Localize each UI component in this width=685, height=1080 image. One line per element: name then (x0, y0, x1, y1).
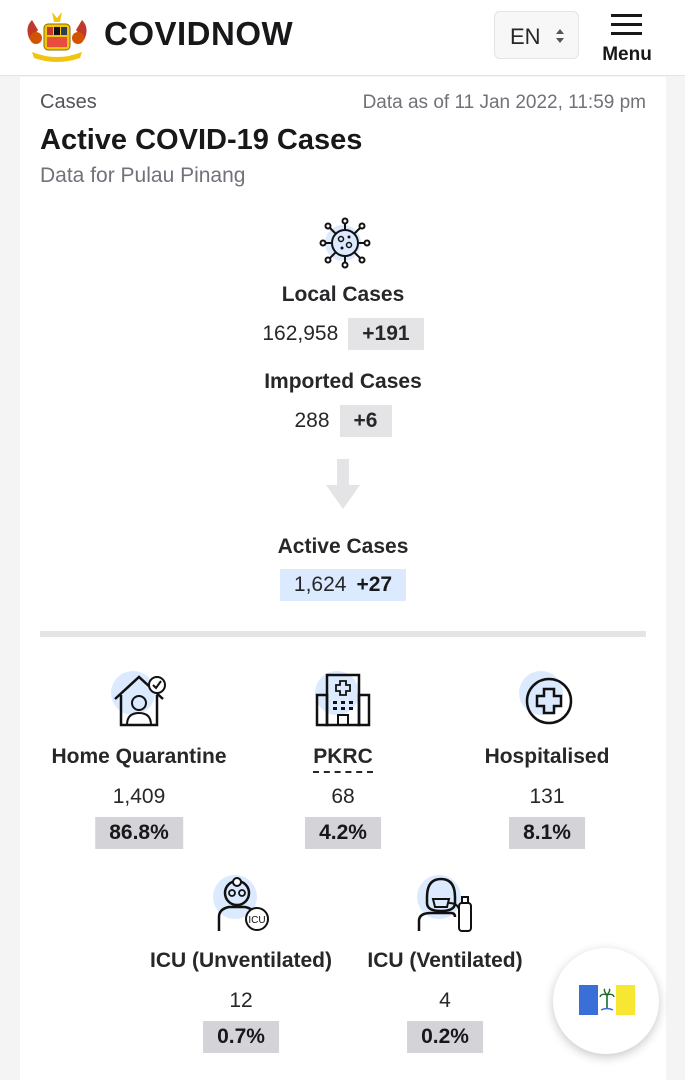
active-cases-value: 1,624 (293, 573, 347, 596)
active-cases-card (20, 77, 666, 1080)
arrow-down-icon (324, 459, 362, 511)
hamburger-icon (611, 14, 642, 36)
ventilator-patient-icon (415, 873, 475, 933)
updown-caret-icon (555, 26, 565, 46)
imported-cases-delta: +6 (340, 405, 392, 437)
local-cases-value: 162,958 (262, 322, 339, 345)
state-subtitle: Data for Pulau Pinang (40, 164, 246, 187)
section-label: Cases (40, 91, 97, 113)
coat-of-arms-logo[interactable] (22, 10, 92, 62)
virus-icon (315, 215, 371, 271)
active-cases-highlight (280, 569, 406, 601)
metric-value: 1,409 (112, 785, 166, 808)
metric-value: 68 (331, 785, 355, 808)
page-title: Active COVID-19 Cases (40, 124, 363, 156)
local-cases-delta: +191 (348, 318, 423, 350)
menu-button[interactable] (595, 10, 659, 68)
imported-cases-row (20, 405, 666, 437)
language-value: EN (510, 24, 541, 49)
active-cases-row (20, 569, 666, 601)
medical-cross-icon (517, 669, 577, 729)
state-switcher-button[interactable] (553, 948, 659, 1054)
active-cases-delta: +27 (356, 573, 393, 596)
metric-value: 4 (439, 989, 451, 1012)
metric-value: 131 (529, 785, 565, 808)
menu-label: Menu (602, 44, 652, 65)
local-cases-row (20, 318, 666, 350)
metric-label: Hospitalised (484, 745, 610, 768)
metric-label[interactable]: PKRC (313, 745, 373, 773)
metric-value: 12 (229, 989, 253, 1012)
metric-percent: 86.8% (95, 817, 183, 849)
metric-hospitalised (447, 669, 647, 849)
pulau-pinang-flag-icon (579, 985, 635, 1015)
metric-label: ICU (Unventilated) (149, 949, 332, 972)
metric-percent: 0.7% (203, 1021, 279, 1053)
data-timestamp: Data as of 11 Jan 2022, 11:59 pm (362, 92, 646, 113)
metric-percent: 8.1% (509, 817, 585, 849)
metric-percent: 0.2% (407, 1021, 483, 1053)
metric-percent: 4.2% (305, 817, 381, 849)
home-quarantine-icon (109, 669, 169, 729)
metric-icu-unventilated (141, 873, 341, 1053)
hospital-building-icon (313, 669, 373, 729)
imported-cases-label: Imported Cases (264, 370, 422, 393)
metric-label: Home Quarantine (51, 745, 227, 768)
brand-title[interactable]: COVIDNOW (104, 15, 294, 52)
local-cases-label: Local Cases (281, 283, 405, 306)
svg-text:ICU: ICU (248, 915, 266, 926)
icu-doctor-icon (211, 873, 271, 933)
active-cases-label: Active Cases (277, 535, 409, 558)
metric-home-quarantine (39, 669, 239, 849)
section-divider (40, 631, 646, 637)
metric-label: ICU (Ventilated) (367, 949, 523, 972)
metric-pkrc (243, 669, 443, 849)
metric-icu-ventilated (345, 873, 545, 1053)
imported-cases-value: 288 (294, 409, 330, 432)
language-select[interactable] (494, 11, 579, 59)
top-header (0, 0, 685, 76)
